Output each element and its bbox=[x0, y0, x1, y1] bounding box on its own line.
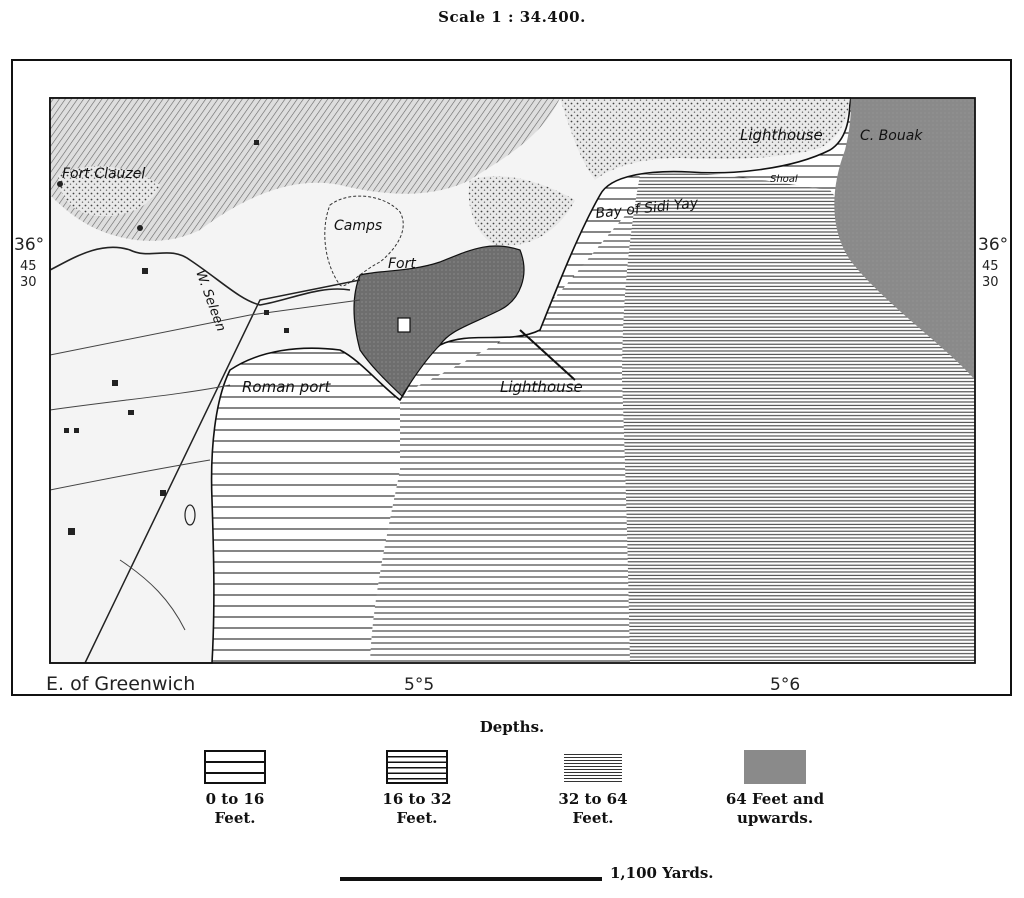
label-river: W. Seleen bbox=[192, 268, 229, 334]
label-lighthouse-cape: Lighthouse bbox=[740, 126, 823, 144]
legend-item-64-plus bbox=[690, 750, 860, 828]
legend-title: Depths. bbox=[479, 718, 545, 736]
lon-label-2: 5°6 bbox=[770, 675, 801, 695]
label-fort-clauzel: Fort Clauzel bbox=[62, 166, 146, 182]
lat-sec-right: 30 bbox=[982, 275, 999, 290]
scale-bar-label: 1,100 Yards. bbox=[610, 864, 714, 882]
legend-swatch-fine-lines bbox=[562, 750, 624, 784]
scale-bar bbox=[340, 877, 602, 881]
legend-swatch-wide-lines bbox=[204, 750, 266, 784]
meridian-note: E. of Greenwich bbox=[46, 673, 196, 695]
legend-label: 16 to 32 Feet. bbox=[382, 790, 452, 827]
label-fort: Fort bbox=[388, 256, 416, 272]
label-camps: Camps bbox=[334, 218, 383, 234]
label-shoal: Shoal bbox=[770, 174, 798, 185]
citadel-marker bbox=[398, 318, 410, 332]
lat-min-right: 45 bbox=[982, 259, 999, 274]
scale-title: Scale 1 : 34.400. bbox=[438, 8, 586, 26]
label-roman-port: Roman port bbox=[242, 378, 331, 396]
label-bay: Bay of Sidi Yay bbox=[594, 195, 699, 222]
lon-label-1: 5°5 bbox=[404, 675, 435, 695]
legend-swatch-solid-gray bbox=[744, 750, 806, 784]
lat-deg-right: 36° bbox=[978, 235, 1009, 255]
legend-swatch-medium-lines bbox=[386, 750, 448, 784]
legend-label: 0 to 16 Feet. bbox=[205, 790, 265, 827]
lat-min-left: 45 bbox=[20, 259, 37, 274]
label-cape: C. Bouak bbox=[860, 128, 923, 144]
legend-item-16-32 bbox=[332, 750, 502, 828]
lat-deg-left: 36° bbox=[14, 235, 45, 255]
legend-item-32-64 bbox=[508, 750, 678, 828]
legend-label: 64 Feet and upwards. bbox=[725, 790, 825, 827]
label-lighthouse-harbor: Lighthouse bbox=[500, 378, 583, 396]
lat-sec-left: 30 bbox=[20, 275, 37, 290]
legend-item-0-16 bbox=[150, 750, 320, 828]
legend-label: 32 to 64 Feet. bbox=[558, 790, 628, 827]
